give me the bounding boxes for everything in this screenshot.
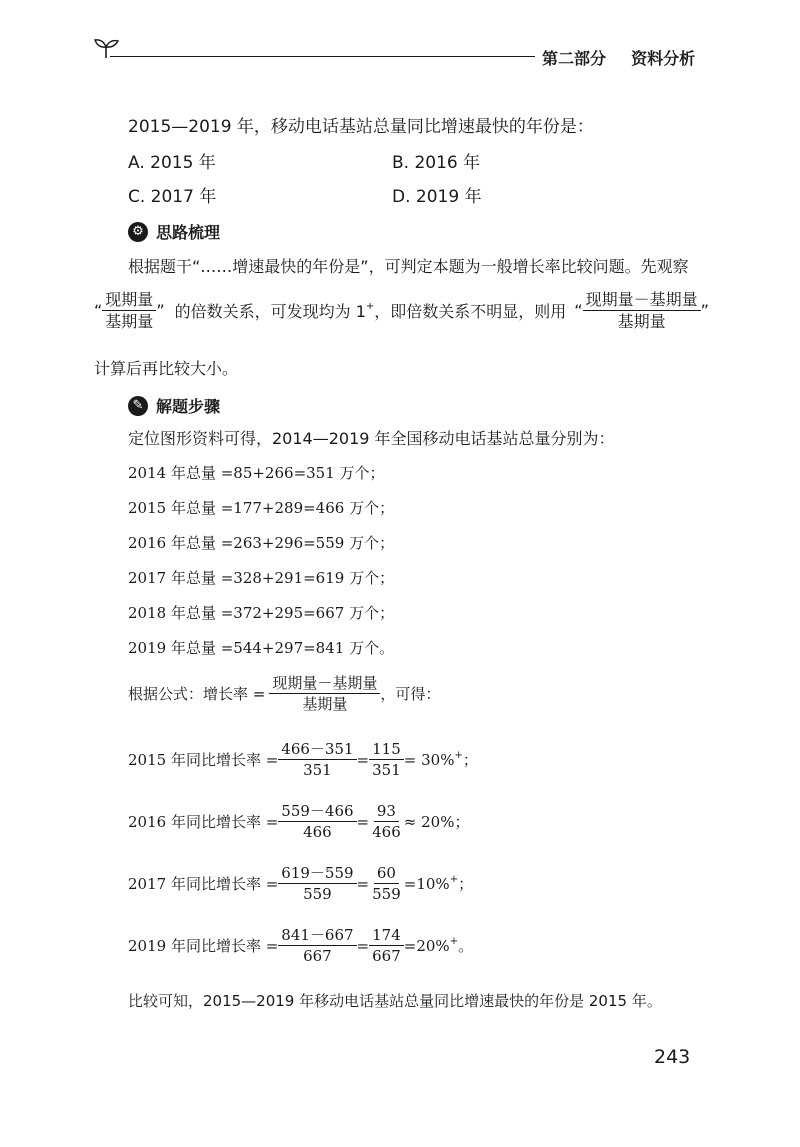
rate-fraction-1 bbox=[278, 864, 356, 903]
rate-fraction-2 bbox=[369, 926, 404, 965]
rate-f2-denominator: 667 bbox=[372, 947, 401, 965]
rate-f2-denominator: 351 bbox=[372, 761, 401, 779]
rate-2019 bbox=[128, 926, 473, 965]
rate-f1-numerator: 841－667 bbox=[278, 926, 356, 946]
solution-title: 解题步骤 bbox=[156, 397, 221, 416]
rate-fraction-2 bbox=[369, 802, 404, 841]
header-section: 第二部分 bbox=[542, 49, 607, 68]
rate-f2-numerator: 93 bbox=[374, 802, 399, 822]
solution-intro: 定位图形资料可得，2014—2019 年全国移动电话基站总量分别为： bbox=[128, 429, 615, 448]
analysis-title: 思路梳理 bbox=[156, 223, 221, 242]
rate-f2-denominator: 466 bbox=[372, 823, 401, 841]
header-title bbox=[542, 46, 695, 69]
rate-result: =10% bbox=[403, 874, 450, 893]
rate-sup: + bbox=[449, 936, 459, 947]
question-stem: 2015—2019 年，移动电话基站总量同比增速最快的年份是： bbox=[128, 117, 594, 137]
rate-sup: + bbox=[454, 750, 463, 761]
total-2016: 2016 年总量 =263+296=559 万个； bbox=[128, 534, 395, 552]
option-d: D. 2019 年 bbox=[392, 187, 482, 207]
total-2019: 2019 年总量 =544+297=841 万个。 bbox=[128, 639, 395, 657]
rate-result: = 30% bbox=[403, 750, 455, 769]
option-b: B. 2016 年 bbox=[392, 153, 481, 173]
rate-eq: = bbox=[356, 936, 370, 955]
rate-end: ； bbox=[462, 751, 478, 769]
rate-f1-numerator: 466－351 bbox=[278, 740, 356, 760]
total-2018: 2018 年总量 =372+295=667 万个； bbox=[128, 604, 395, 622]
rate-f1-numerator: 559－466 bbox=[278, 802, 356, 822]
quote-open-2: “ bbox=[574, 301, 583, 321]
rate-end: ； bbox=[454, 813, 470, 831]
ratio-numerator: 现期量 bbox=[102, 290, 156, 311]
quote-close-2: ” bbox=[700, 301, 709, 321]
rate-result: ≈ 20% bbox=[403, 812, 455, 831]
analysis-mid-sup: + bbox=[365, 301, 375, 313]
rate-label: 2017 年同比增长率 = bbox=[128, 875, 279, 893]
header-rule bbox=[110, 56, 535, 57]
rate-2016 bbox=[128, 802, 469, 841]
header-chapter: 资料分析 bbox=[631, 49, 696, 68]
rate-fraction-2 bbox=[369, 864, 404, 903]
rate-f2-numerator: 174 bbox=[369, 926, 404, 946]
rate-sup: + bbox=[449, 874, 459, 885]
ratio-denominator: 基期量 bbox=[105, 312, 154, 332]
growth-formula bbox=[128, 674, 440, 713]
rate-fraction-1 bbox=[278, 802, 356, 841]
analysis-mid-text-2: ，即倍数关系不明显，则用 bbox=[374, 302, 567, 322]
rate-label: 2016 年同比增长率 = bbox=[128, 813, 279, 831]
rate-label: 2015 年同比增长率 = bbox=[128, 751, 279, 769]
ratio-fraction bbox=[102, 290, 156, 331]
rate-2015 bbox=[128, 740, 478, 779]
growth-fraction bbox=[583, 290, 701, 331]
rate-f2-numerator: 115 bbox=[369, 740, 404, 760]
total-2015: 2015 年总量 =177+289=466 万个； bbox=[128, 499, 395, 517]
total-2017: 2017 年总量 =328+291=619 万个； bbox=[128, 569, 395, 587]
rate-2017 bbox=[128, 864, 473, 903]
growth-denominator: 基期量 bbox=[617, 312, 666, 332]
solution-heading bbox=[128, 394, 220, 417]
conclusion: 比较可知，2015—2019 年移动电话基站总量同比增速最快的年份是 2015 年。 bbox=[128, 992, 662, 1010]
quote-close-1: ” bbox=[156, 301, 165, 321]
analysis-paragraph-3: 计算后再比较大小。 bbox=[94, 359, 239, 378]
rate-fraction-1 bbox=[278, 926, 356, 965]
analysis-paragraph-1: 根据题干“……增速最快的年份是”，可判定本题为一般增长率比较问题。先观察 bbox=[128, 257, 689, 276]
rate-f1-denominator: 466 bbox=[303, 823, 332, 841]
option-a: A. 2015 年 bbox=[128, 153, 216, 173]
rate-fraction-1 bbox=[278, 740, 356, 779]
rate-label: 2019 年同比增长率 = bbox=[128, 937, 279, 955]
option-c: C. 2017 年 bbox=[128, 187, 217, 207]
rate-f2-denominator: 559 bbox=[372, 885, 401, 903]
rate-result: =20% bbox=[403, 936, 450, 955]
gear-icon: ⚙ bbox=[128, 222, 148, 242]
total-2014: 2014 年总量 =85+266=351 万个； bbox=[128, 464, 385, 482]
rate-f1-numerator: 619－559 bbox=[278, 864, 356, 884]
rate-fraction-2 bbox=[369, 740, 404, 779]
rate-f1-denominator: 351 bbox=[303, 761, 332, 779]
formula-fraction bbox=[269, 674, 380, 713]
rate-eq: = bbox=[356, 874, 370, 893]
formula-suffix: ，可得： bbox=[380, 685, 441, 703]
rate-f1-denominator: 559 bbox=[303, 885, 332, 903]
growth-numerator: 现期量－基期量 bbox=[583, 290, 701, 311]
rate-end: 。 bbox=[458, 937, 474, 955]
formula-denominator: 基期量 bbox=[302, 695, 348, 713]
rate-eq: = bbox=[356, 750, 370, 769]
analysis-paragraph-2 bbox=[94, 290, 709, 331]
key-icon: ✎ bbox=[128, 396, 148, 416]
page-number: 243 bbox=[654, 1046, 691, 1068]
formula-prefix: 根据公式：增长率 = bbox=[128, 685, 266, 703]
rate-eq: = bbox=[356, 812, 370, 831]
formula-numerator: 现期量－基期量 bbox=[269, 674, 380, 694]
rate-f2-numerator: 60 bbox=[374, 864, 399, 884]
rate-f1-denominator: 667 bbox=[303, 947, 332, 965]
rate-end: ； bbox=[458, 875, 474, 893]
analysis-mid-text: 的倍数关系，可发现均为 1 bbox=[174, 302, 366, 322]
quote-open-1: “ bbox=[94, 301, 103, 321]
analysis-heading bbox=[128, 220, 220, 243]
